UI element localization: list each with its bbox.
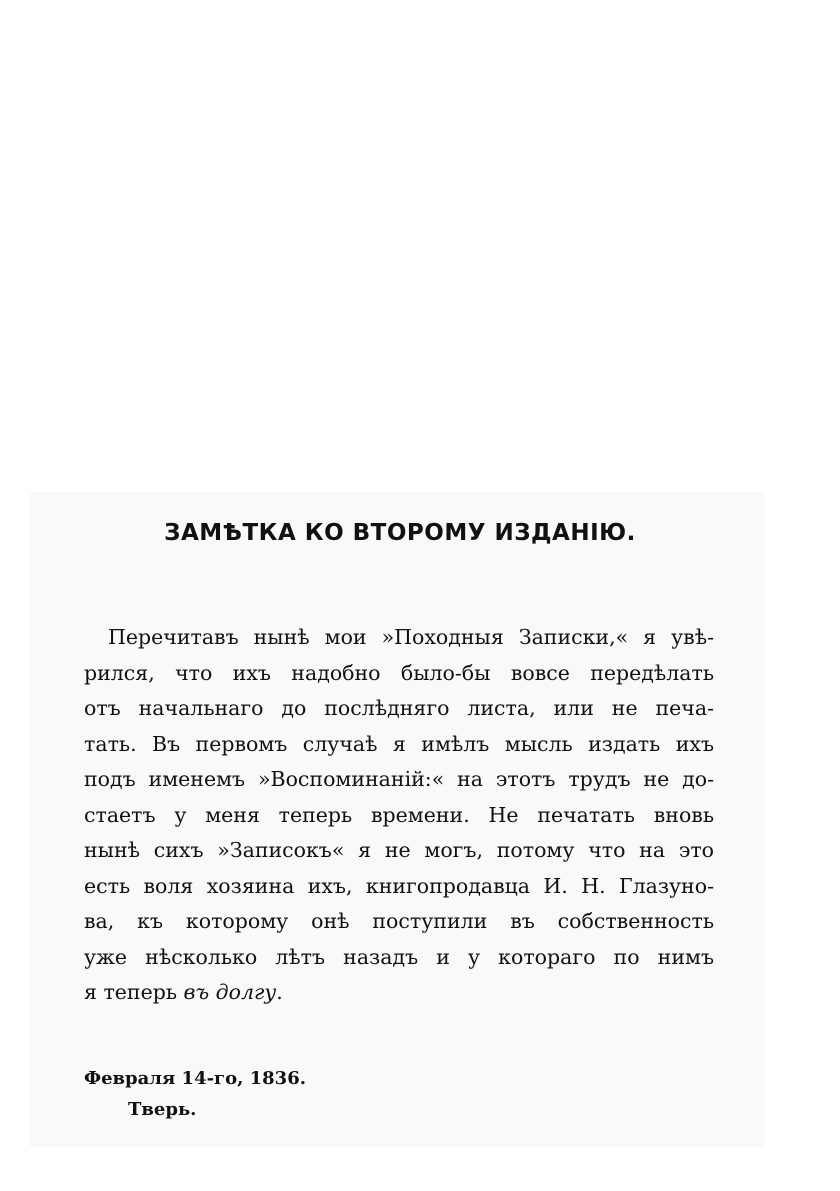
- emphasis-text: въ долгу: [183, 980, 277, 1004]
- text-line: Перечитавъ нынѣ мои »Походныя Записки,« я увѣ-: [108, 625, 714, 649]
- text-line: рился, что ихъ надобно было-бы вовсе передѣлать: [84, 660, 714, 685]
- text-line-last: [84, 975, 714, 1011]
- text-line: отъ начальнаго до послѣдняго листа, или не печа-: [84, 696, 714, 720]
- body-paragraph: [84, 620, 714, 1011]
- text-line: стаетъ у меня теперь времени. Не печатать вновь: [84, 802, 714, 827]
- text-line: подъ именемъ »Воспоминаній:« на этотъ трудъ не до-: [84, 767, 714, 791]
- place-line: Тверь.: [128, 1099, 197, 1120]
- last-line-prefix: я теперь: [84, 980, 184, 1004]
- text-line: тать. Въ первомъ случаѣ я имѣлъ мысль издать ихъ: [84, 731, 714, 756]
- text-line: ва, къ которому онѣ поступили въ собственность: [84, 909, 714, 933]
- date-line: Февраля 14-го, 1836.: [84, 1068, 306, 1089]
- text-line: есть воля хозяина ихъ, книгопродавца И. Н. Глазуно-: [84, 873, 714, 898]
- last-line-suffix: .: [276, 980, 283, 1004]
- page-title: ЗАМѢТКА КО ВТОРОМУ ИЗДАНІЮ.: [164, 520, 636, 546]
- text-line: уже нѣсколько лѣтъ назадъ и у котораго по нимъ: [84, 944, 714, 969]
- text-line: нынѣ сихъ »Записокъ« я не могъ, потому что на это: [84, 838, 714, 862]
